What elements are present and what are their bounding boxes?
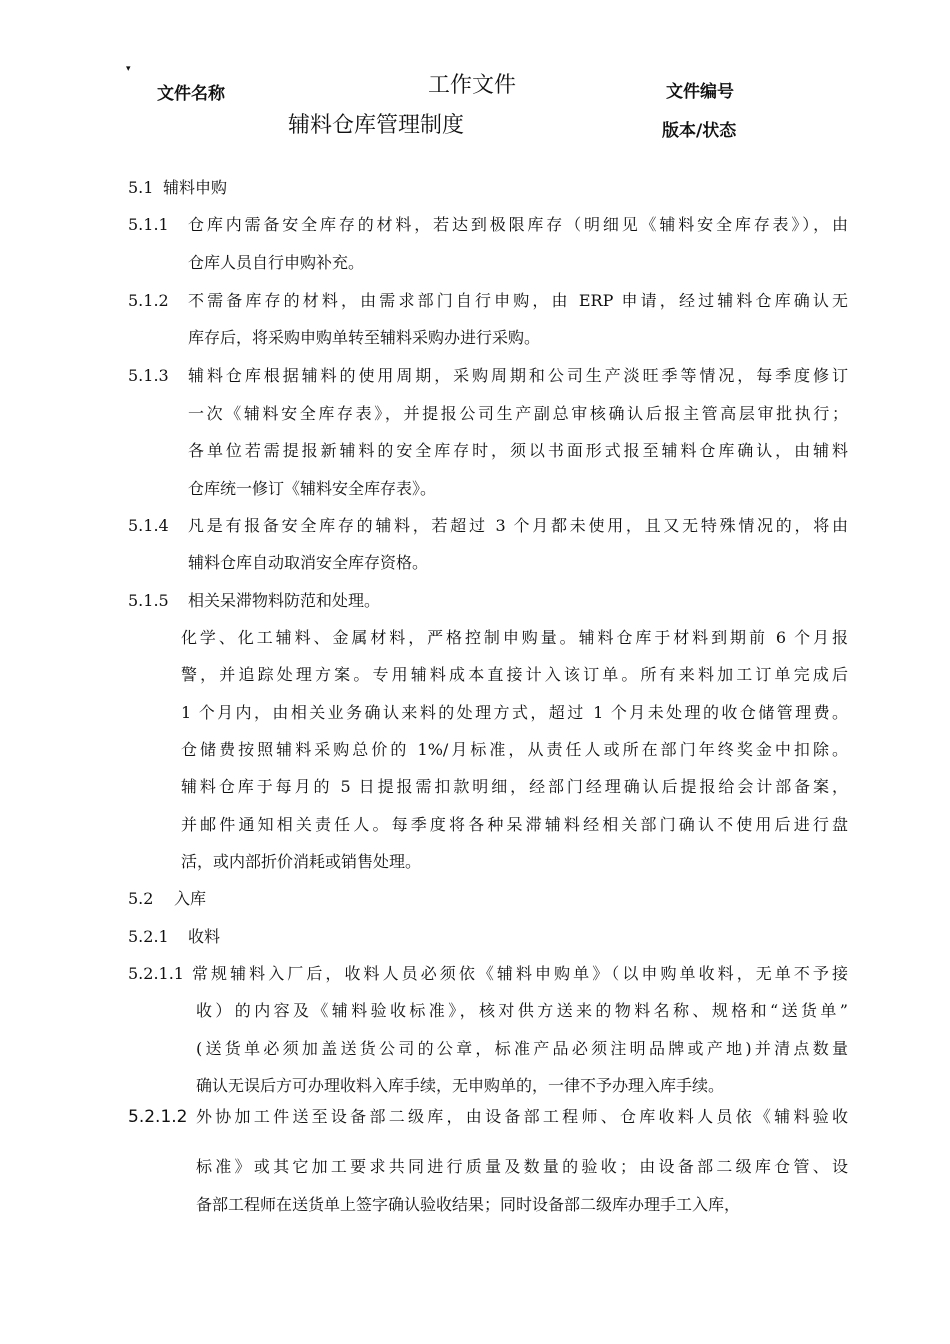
paragraph-line: 并邮件通知相关责任人。每季度将各种呆滞辅料经相关部门确认不使用后进行盘 [181, 815, 848, 834]
clause-line: 不需备库存的材料，由需求部门自行申购，由 ERP 申请，经过辅料仓库确认无 [188, 291, 848, 310]
clause-number: 5.2.1 [128, 927, 169, 946]
corner-mark: ▾ [126, 64, 131, 74]
clause-line: (送货单必须加盖送货公司的公章，标准产品必须注明品牌或产地)并清点数量 [196, 1039, 848, 1058]
file-name-label: 文件名称 [157, 84, 225, 104]
section-heading: 入库 [174, 889, 207, 908]
clause-number: 5.1.3 [128, 366, 169, 385]
doc-type: 工作文件 [428, 73, 517, 98]
paragraph-line: 活，或内部折价消耗或销售处理。 [181, 852, 422, 871]
clause-line: 标准》或其它加工要求共同进行质量及数量的验收；由设备部二级库仓管、设 [196, 1157, 848, 1176]
clause-line: 外协加工件送至设备部二级库，由设备部工程师、仓库收料人员依《辅料验收 [196, 1107, 848, 1126]
paragraph-line: 1 个月内，由相关业务确认来料的处理方式，超过 1 个月未处理的收仓储管理费。 [181, 703, 848, 722]
clause-line: 库存后，将采购申购单转至辅料采购办进行采购。 [188, 328, 541, 347]
clause-line: 仓库内需备安全库存的材料，若达到极限库存（明细见《辅料安全库存表》），由 [188, 215, 848, 234]
clause-line: 一次《辅料安全库存表》，并提报公司生产副总审核确认后报主管高层审批执行； [188, 404, 848, 423]
clause-number: 5.1.4 [128, 516, 169, 535]
section-number: 5.1 [128, 178, 154, 197]
clause-line: 确认无误后方可办理收料入库手续，无申购单的，一律不予办理入库手续。 [196, 1076, 725, 1095]
clause-line: 收）的内容及《辅料验收标准》，核对供方送来的物料名称、规格和“送货单” [196, 1001, 848, 1020]
version-label: 版本/状态 [662, 121, 737, 141]
clause-heading: 收料 [188, 927, 221, 946]
paragraph-line: 化学、化工辅料、金属材料，严格控制申购量。辅料仓库于材料到期前 6 个月报 [181, 628, 848, 647]
clause-line: 辅料仓库根据辅料的使用周期，采购周期和公司生产淡旺季等情况，每季度修订 [188, 366, 848, 385]
clause-line: 仓库统一修订《辅料安全库存表》。 [188, 479, 437, 498]
file-number-label: 文件编号 [666, 82, 734, 102]
section-heading: 辅料申购 [163, 178, 228, 197]
paragraph-line: 警，并追踪处理方案。专用辅料成本直接计入该订单。所有来料加工订单完成后 [181, 665, 848, 684]
clause-line: 凡是有报备安全库存的辅料，若超过 3 个月都未使用，且又无特殊情况的，将由 [188, 516, 848, 535]
clause-number: 5.1.1 [128, 215, 169, 234]
doc-title: 辅料仓库管理制度 [288, 113, 465, 138]
clause-number: 5.1.2 [128, 291, 169, 310]
clause-line: 备部工程师在送货单上签字确认验收结果；同时设备部二级库办理手工入库， [196, 1195, 741, 1214]
paragraph-line: 辅料仓库于每月的 5 日提报需扣款明细，经部门经理确认后提报给会计部备案， [181, 777, 848, 796]
clause-number: 5.2.1.1 [128, 964, 184, 983]
clause-number: 5.2.1.2 [128, 1107, 188, 1127]
paragraph-line: 仓储费按照辅料采购总价的 1%/月标准，从责任人或所在部门年终奖金中扣除。 [181, 740, 848, 759]
clause-line: 各单位若需提报新辅料的安全库存时，须以书面形式报至辅料仓库确认，由辅料 [188, 441, 848, 460]
section-number: 5.2 [128, 889, 154, 908]
clause-line: 仓库人员自行申购补充。 [188, 253, 365, 272]
clause-line: 常规辅料入厂后，收料人员必须依《辅料申购单》（以申购单收料，无单不予接 [192, 964, 848, 983]
clause-heading: 相关呆滞物料防范和处理。 [188, 591, 381, 610]
clause-line: 辅料仓库自动取消安全库存资格。 [188, 553, 429, 572]
clause-number: 5.1.5 [128, 591, 169, 610]
